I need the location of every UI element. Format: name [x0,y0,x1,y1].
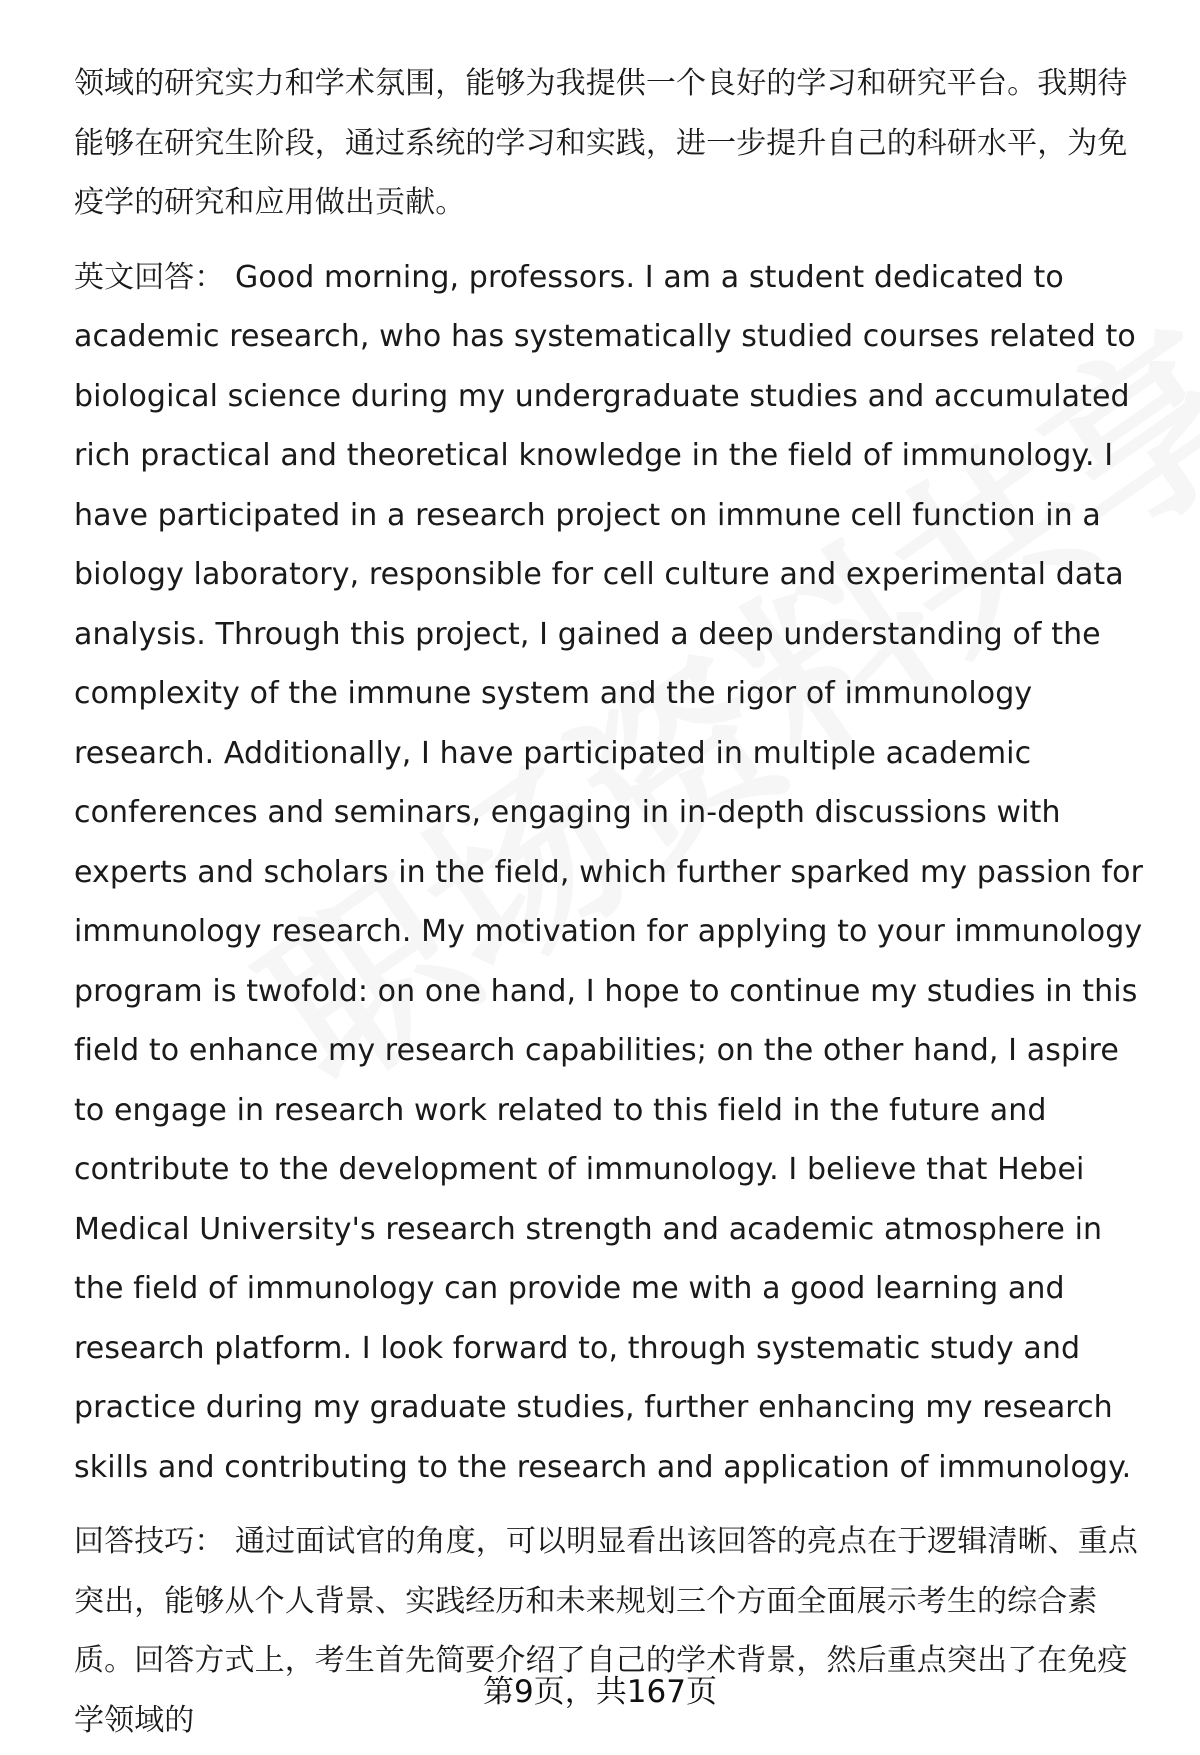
english-answer-label: 英文回答： [74,259,225,295]
paragraph-chinese-answer-end: 领域的研究实力和学术氛围，能够为我提供一个良好的学习和研究平台。我期待能够在研究生阶段，通过系统的学习和实践，进一步提升自己的科研水平，为免疫学的研究和应用做出贡献。 [74,66,1128,220]
paragraph-english-answer [74,248,1154,1498]
document-page [74,54,1154,1750]
paragraph-answer-tips [74,1512,1154,1750]
page-number-footer: 第9页，共167页 [483,1674,717,1710]
english-answer-text: Good morning, professors. I am a student dedicated to academic research, who has systematically studied courses related to biological science during my undergraduate studies and accumulated rich practical and theoretical knowledge in the field of immunology. I have participated in a research project on immune cell function in a biology laboratory, responsible for cell culture and experimental data analysis. Through this project, I gained a deep understanding of the complexity of the immune system and the rigor of immunology research. Additionally, I have participated in multiple academic conferences and seminars, engaging in in-depth discussions with experts and scholars in the field, which further sparked my passion for immunology research. My motivation for applying to your immunology program is twofold: on one hand, I hope to continue my studies in this field to enhance my research capabilities; on the other hand, I aspire to engage in research work related to this field in the future and contribute to the development of immunology. I believe that Hebei Medical University's research strength and academic atmosphere in the field of immunology can provide me with a good learning and research platform. I look forward to, through systematic study and practice during my graduate studies, further enhancing my research skills and contributing to the research and application of immunology. [74,259,1144,1485]
answer-tips-label: 回答技巧： [74,1524,225,1559]
answer-tips-text: 通过面试官的角度，可以明显看出该回答的亮点在于逻辑清晰、重点突出，能够从个人背景、实践经历和未来规划三个方面全面展示考生的综合素质。回答方式上，考生首先简要介绍了自己的学术背景，然后重点突出了在免疫学领域的 [74,1524,1138,1738]
